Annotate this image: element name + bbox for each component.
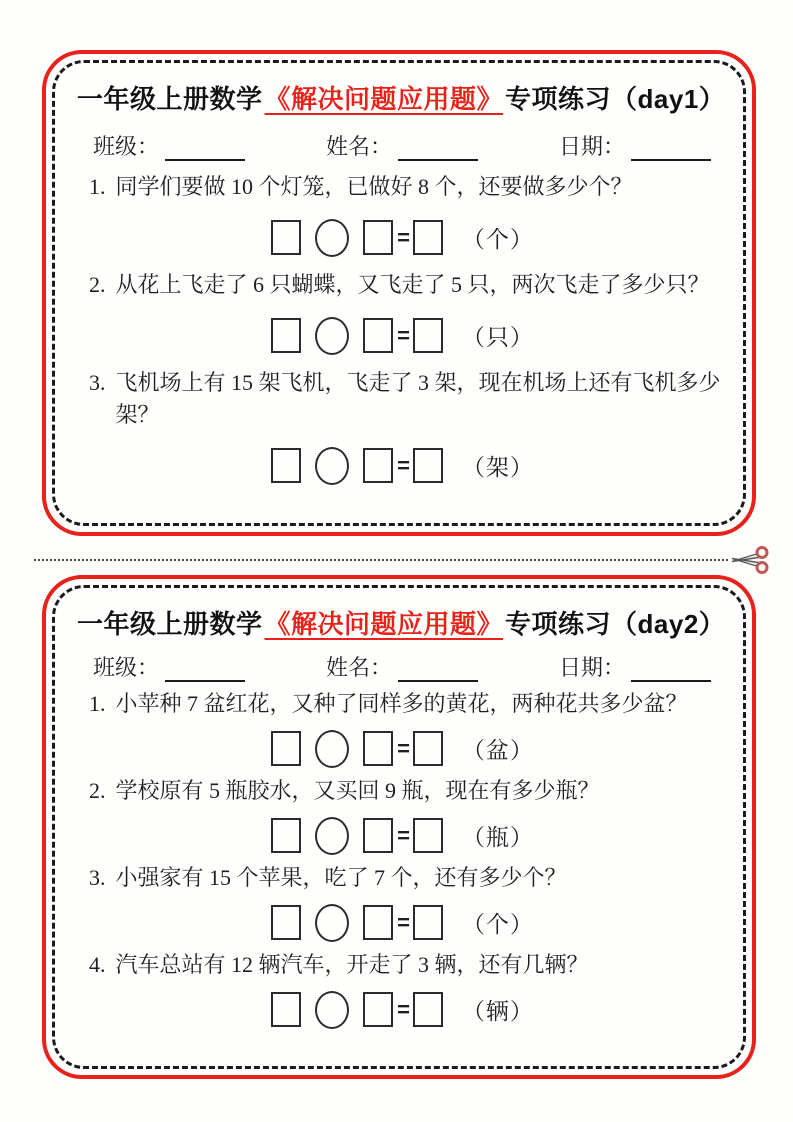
cut-line [34,543,771,577]
equals-sign: = [397,996,410,1022]
day1-question-2 [77,269,721,355]
scissors-icon [729,543,771,577]
name-blank-line [398,137,478,161]
date-label: 日期： [558,655,625,680]
name-blank-line [398,658,478,682]
operator-circle [315,447,349,485]
equals-sign: = [397,322,410,348]
equals-sign: = [397,909,410,935]
operand-box-1 [271,905,301,940]
question-number: 1. [89,691,106,716]
result-box [413,448,443,483]
class-blank-line [165,658,245,682]
operand-box-1 [271,818,301,853]
date-blank-line [631,658,711,682]
title-prefix: 一年级上册数学 [77,609,263,639]
answer-equation [77,904,721,942]
answer-equation [77,991,721,1029]
operand-box-2 [363,448,393,483]
result-box [413,731,443,766]
date-blank-line [631,137,711,161]
question-text-line [77,775,721,807]
question-text-line [77,269,721,301]
operand-box-1 [271,220,301,255]
title-prefix: 一年级上册数学 [77,84,263,114]
result-box [413,905,443,940]
class-blank-line [165,137,245,161]
operand-box-2 [363,220,393,255]
operator-circle [315,904,349,942]
question-text: 小苹种 7 盆红花，又种了同样多的黄花，两种花共多少盆？ [115,691,688,716]
result-box [413,220,443,255]
result-box [413,818,443,853]
operator-circle [315,730,349,768]
operator-circle [315,219,349,257]
question-number: 3. [89,369,106,395]
answer-equation [77,447,721,485]
question-text-line [77,949,721,981]
operand-box-1 [271,448,301,483]
question-text: 飞机场上有 15 架飞机，飞走了 3 架，现在机场上还有飞机多少架？ [115,369,721,427]
unit-label: （瓶） [461,825,534,851]
unit-label: （架） [461,455,534,481]
operator-circle [315,317,349,355]
question-text: 汽车总站有 12 辆汽车，开走了 3 辆，还有几辆？ [115,951,589,977]
answer-equation [77,730,721,768]
equals-sign: = [397,224,410,250]
day2-question-2 [77,775,721,855]
date-field [559,130,711,161]
worksheet-card-day1 [42,50,756,536]
operand-box-1 [271,992,301,1027]
title-highlight: 《解决问题应用题》 [264,84,504,114]
question-number: 4. [89,951,106,977]
student-info-row [93,130,711,161]
question-text: 小强家有 15 个苹果，吃了 7 个，还有多少个？ [115,864,567,890]
operand-box-2 [363,731,393,766]
question-text-line [77,367,721,431]
question-text: 从花上飞走了 6 只蝴蝶，又飞走了 5 只，两次飞走了多少只？ [115,271,710,297]
class-label: 班级： [93,134,160,159]
answer-equation [77,219,721,257]
name-field [326,130,478,161]
unit-label: （辆） [461,999,534,1025]
question-text-line [77,862,721,894]
equals-sign: = [397,822,410,848]
result-box [413,992,443,1027]
question-text-line [77,688,721,720]
question-text: 同学们要做 10 个灯笼，已做好 8 个，还要做多少个？ [115,174,633,199]
answer-equation [77,817,721,855]
operand-box-1 [271,731,301,766]
day2-question-1 [77,688,721,768]
day1-question-1 [77,171,721,257]
operand-box-2 [363,318,393,353]
day2-question-4 [77,949,721,1029]
unit-label: （个） [461,912,534,938]
class-label: 班级： [93,655,160,680]
operand-box-1 [271,318,301,353]
answer-equation [77,317,721,355]
unit-label: （个） [461,227,534,253]
result-box [413,318,443,353]
unit-label: （盆） [461,738,534,764]
card-day1-title [77,79,726,116]
equals-sign: = [397,735,410,761]
card-day2-dashed-border [52,585,746,1069]
dotted-cut-line [34,559,728,561]
equals-sign: = [397,452,410,478]
worksheet-card-day2 [42,575,756,1079]
name-label: 姓名： [325,134,392,159]
day2-question-3 [77,862,721,942]
question-number: 2. [89,271,106,297]
title-highlight: 《解决问题应用题》 [264,609,504,639]
date-label: 日期： [558,134,625,159]
unit-label: （只） [461,325,534,351]
question-text: 学校原有 5 瓶胶水，又买回 9 瓶，现在有多少瓶？ [115,777,600,803]
title-suffix: 专项练习（day1） [505,84,726,114]
title-suffix: 专项练习（day2） [505,609,726,639]
operand-box-2 [363,818,393,853]
operator-circle [315,817,349,855]
question-number: 2. [89,777,106,803]
name-label: 姓名： [325,655,392,680]
class-field [93,651,245,682]
card-day1-dashed-border [52,60,746,526]
question-number: 3. [89,864,106,890]
date-field [559,651,711,682]
operator-circle [315,991,349,1029]
card-day2-title [77,604,726,641]
student-info-row [93,651,711,682]
class-field [93,130,245,161]
question-number: 1. [89,174,106,199]
question-text-line [77,171,721,203]
name-field [326,651,478,682]
operand-box-2 [363,905,393,940]
day1-question-3 [77,367,721,485]
operand-box-2 [363,992,393,1027]
